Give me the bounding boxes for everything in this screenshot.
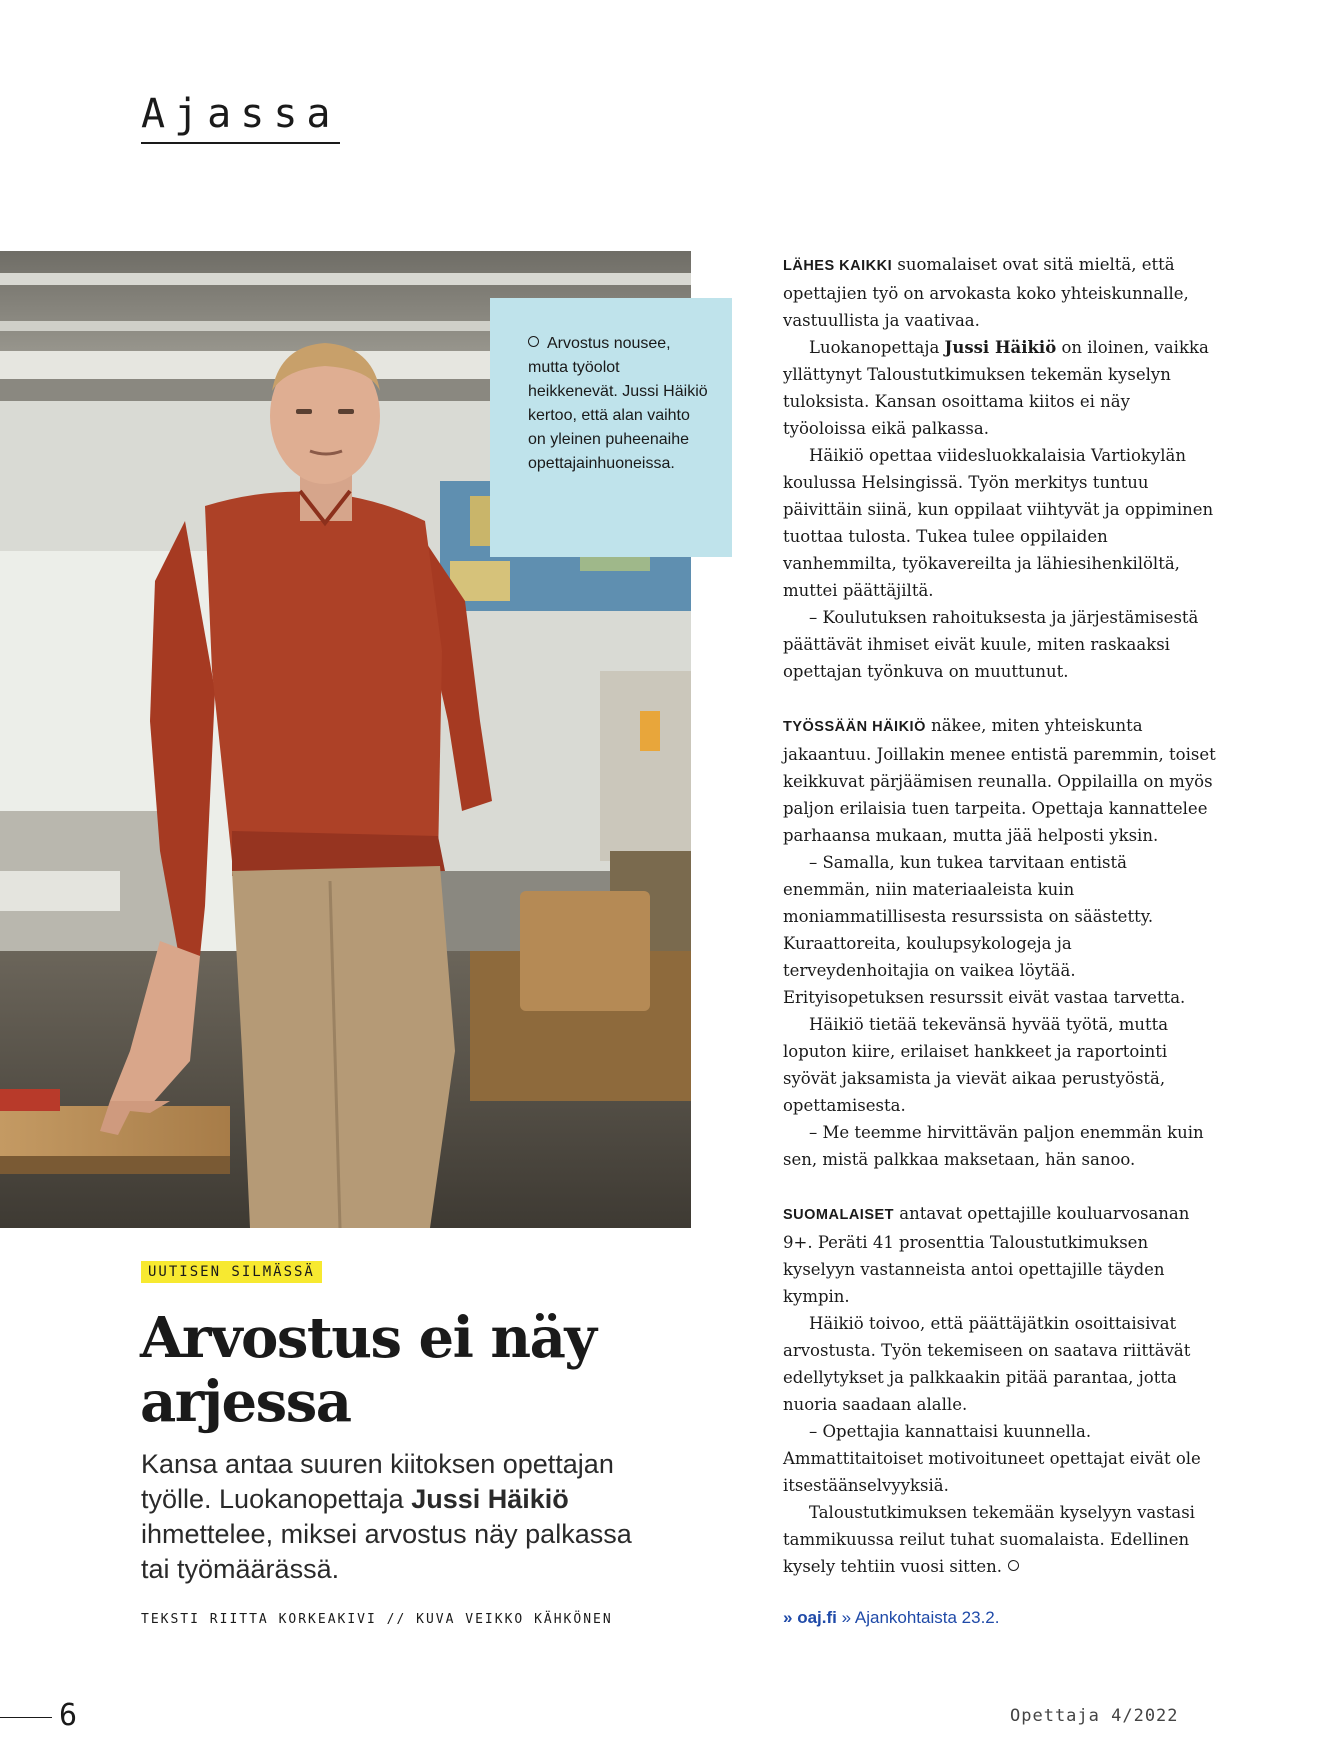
body-paragraph: – Opettajia kannattaisi kuunnella. Ammattitaitoiset motivoituneet opettajat eivät ole itsestäänselvyyksiä. — [783, 1422, 1201, 1495]
lead-text-start: Kansa antaa suuren kiitoksen opettajan työlle. Luokanopettaja — [141, 1449, 614, 1514]
body-paragraph: Häikiö opettaa viidesluokkalaisia Vartiokylän koulussa Helsingissä. Työn merkitys tuntuu päivittäin siinä, kun oppilaat viihtyvät ja oppiminen tuottaa tulosta. Tukea tulee oppilaiden vanhemmilta, työkavereilta ja lähiesihenkilöltä, muttei päättäjiltä. — [783, 446, 1214, 600]
paragraph-lead-in: TYÖSSÄÄN HÄIKIÖ — [783, 719, 926, 735]
paragraph-text: suomalaiset ovat sitä mieltä, että opettajien työ on arvokasta koko yhteiskunnalle, vastuullista ja vaativaa. — [783, 255, 1189, 330]
circle-marker-icon — [528, 336, 539, 347]
arrow-icon: » — [783, 1608, 793, 1627]
reference-link[interactable] — [783, 1608, 999, 1628]
article-body — [783, 251, 1218, 1580]
caption-text: Arvostus nousee, mutta työolot heikkenevät. Jussi Häikiö kertoo, että alan vaihto on yleinen puheenaihe opettajainhuoneissa. — [528, 335, 708, 472]
body-paragraph — [783, 334, 1218, 442]
section-title: Ajassa — [141, 92, 340, 144]
lead-person-name: Jussi Häikiö — [411, 1484, 569, 1514]
photo-caption — [490, 298, 732, 557]
paragraph-text: näkee, miten yhteiskunta jakaantuu. Joillakin menee entistä paremmin, toiset keikkuvat pärjäämisen reunalla. Oppilailla on myös paljon erilaisia tuen tarpeita. Opettaja kannattelee parhaansa mukaan, mutta jää helposti yksin. — [783, 716, 1216, 845]
category-tag: UUTISEN SILMÄSSÄ — [141, 1261, 322, 1283]
link-text[interactable]: Ajankohtaista 23.2. — [854, 1608, 1000, 1627]
body-paragraph — [783, 1499, 1218, 1580]
paragraph-text: on iloinen, vaikka yllättynyt Taloustutkimuksen tekemän kyselyn tuloksista. Kansan osoittama kiitos ei näy työoloissa eikä palkassa. — [783, 338, 1209, 438]
body-paragraph: – Me teemme hirvittävän paljon enemmän kuin sen, mistä palkkaa maksetaan, hän sanoo. — [783, 1123, 1204, 1169]
paragraph-text: Taloustutkimuksen tekemään kyselyyn vastasi tammikuussa reilut tuhat suomalaista. Edellinen kysely tehtiin vuosi sitten. — [783, 1503, 1195, 1576]
paragraph-text: Luokanopettaja — [809, 338, 945, 357]
body-paragraph — [783, 1200, 1218, 1310]
paragraph-text: antavat opettajille kouluarvosanan 9+. Peräti 41 prosenttia Taloustutkimuksen kyselyyn vastanneista antoi opettajille täyden kympin. — [783, 1204, 1190, 1306]
body-paragraph: – Samalla, kun tukea tarvitaan entistä enemmän, niin materiaaleista kuin moniammatillisesta resurssista on säästetty. Kuraattoreita, koulupsykologeja ja terveydenhoitajia on vaikea löytää. Erityisopetuksen resurssit eivät vastaa tarvetta. — [783, 853, 1186, 1007]
article-headline: Arvostus ei näy arjessa — [140, 1305, 596, 1435]
body-paragraph: – Koulutuksen rahoituksesta ja järjestämisestä päättävät ihmiset eivät kuule, miten raskaaksi opettajan työnkuva on muuttunut. — [783, 608, 1199, 681]
body-paragraph: Häikiö toivoo, että päättäjätkin osoittaisivat arvostusta. Työn tekemiseen on saatava riittävät edellytykset ja palkkaakin pitää parantaa, jotta nuoria saadaan alalle. — [783, 1314, 1191, 1414]
person-name: Jussi Häikiö — [944, 338, 1057, 357]
folio-rule — [0, 1717, 52, 1718]
body-paragraph: Häikiö tietää tekevänsä hyvää työtä, mutta loputon kiire, erilaiset hankkeet ja raportointi syövät jaksamista ja vievät aikaa perustyöstä, opettamisesta. — [783, 1015, 1169, 1115]
page-number: 6 — [59, 1698, 78, 1733]
article-lead — [141, 1447, 661, 1587]
magazine-issue: Opettaja 4/2022 — [1010, 1706, 1179, 1726]
body-paragraph — [783, 251, 1218, 334]
paragraph-lead-in: SUOMALAISET — [783, 1207, 895, 1223]
lead-text-end: ihmettelee, miksei arvostus näy palkassa tai työmäärässä. — [141, 1519, 632, 1584]
end-mark-icon — [1008, 1560, 1019, 1571]
article-credits: TEKSTI RIITTA KORKEAKIVI // KUVA VEIKKO KÄHKÖNEN — [141, 1612, 613, 1627]
paragraph-lead-in: LÄHES KAIKKI — [783, 258, 893, 274]
site-link[interactable]: oaj.fi — [797, 1608, 837, 1627]
body-paragraph — [783, 712, 1218, 849]
arrow-icon: » — [841, 1608, 852, 1627]
